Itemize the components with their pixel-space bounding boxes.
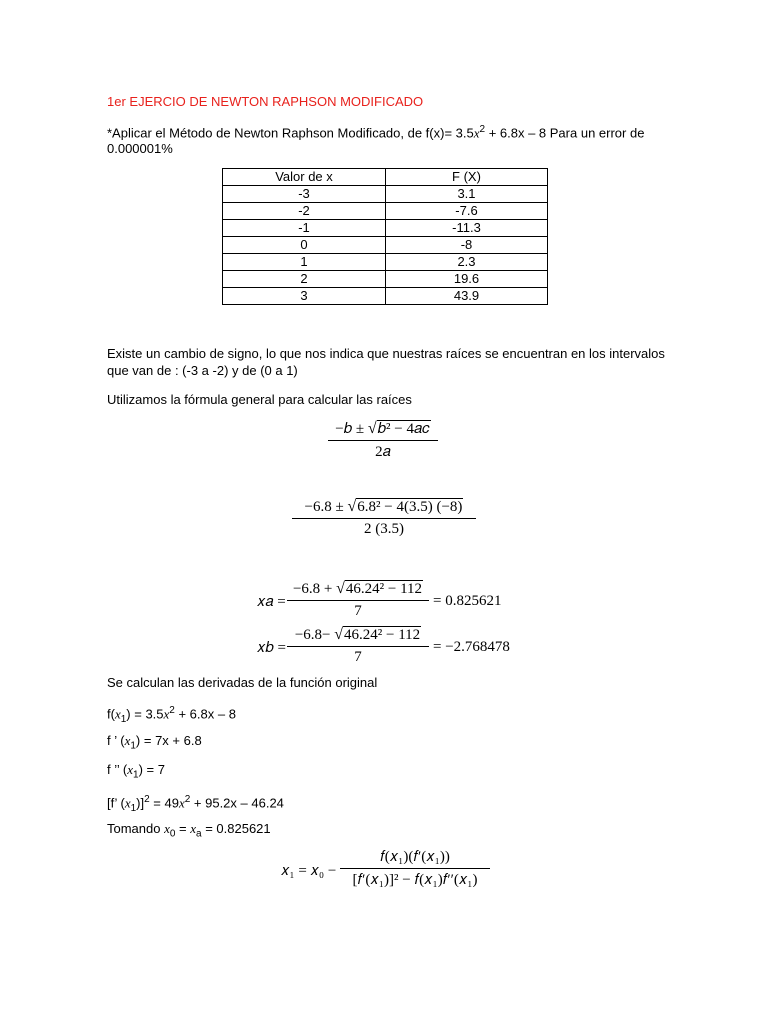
table-cell: -7.6 bbox=[386, 203, 548, 220]
xa-den: 7 bbox=[287, 600, 429, 620]
general-formula-den: 2𝑎 bbox=[328, 440, 438, 461]
xa-num: −6.8 + bbox=[292, 581, 337, 597]
xa-radicand: 46.24² − 112 bbox=[345, 581, 423, 597]
fsq-exp: 2 bbox=[144, 794, 150, 805]
table-cell: -8 bbox=[386, 237, 548, 254]
f-exp: 2 bbox=[169, 705, 175, 716]
problem-statement bbox=[107, 122, 644, 141]
fsq-mid: = 49 bbox=[149, 795, 179, 811]
xb-den: 7 bbox=[287, 646, 429, 666]
final-formula-den: [𝑓′(𝑥₁)]² − 𝑓(𝑥₁)𝑓′′(𝑥₁) bbox=[340, 868, 490, 889]
f-tail: + 6.8x – 8 bbox=[174, 706, 236, 722]
substituted-formula-den: 2 (3.5) bbox=[292, 518, 476, 538]
f2-sub: 1 bbox=[133, 769, 139, 781]
f1-sub: 1 bbox=[130, 740, 136, 752]
table-cell: 2 bbox=[223, 271, 386, 288]
sign-change-line-1: Existe un cambio de signo, lo que nos indica que nuestras raíces se encuentran en los intervalos bbox=[107, 346, 665, 361]
xa-result: = 0.825621 bbox=[433, 593, 502, 609]
f-pre: f( bbox=[107, 706, 115, 722]
f-post: ) = 3.5 bbox=[126, 706, 164, 722]
problem-suffix: + 6.8x – 8 Para un error de bbox=[485, 125, 645, 141]
taking-eq: = bbox=[175, 821, 191, 836]
substituted-formula-radicand: 6.8² − 4(3.5) (−8) bbox=[357, 499, 463, 515]
table-row bbox=[223, 186, 548, 203]
table-row bbox=[223, 271, 548, 288]
table-cell: 43.9 bbox=[386, 288, 548, 305]
table-header-row bbox=[223, 169, 548, 186]
fsq-post: )] bbox=[136, 795, 145, 811]
table-header: F (X) bbox=[386, 169, 548, 186]
fsq-pre: [f’ ( bbox=[107, 795, 125, 811]
derivatives-intro: Se calculan las derivadas de la función original bbox=[107, 675, 378, 690]
table-row bbox=[223, 203, 548, 220]
xa-formula: $\frac{\text{−6.8 + √46.24² − 112}}{7}$ bbox=[287, 580, 429, 620]
xa-label: 𝑥𝑎 = bbox=[257, 594, 286, 610]
xb-formula: $\frac{\text{−6.8− √46.24² − 112}}{7}$ bbox=[287, 626, 429, 666]
page-title: 1er EJERCIO DE NEWTON RAPHSON MODIFICADO bbox=[107, 94, 424, 109]
taking-post: = 0.825621 bbox=[201, 821, 271, 836]
table-row bbox=[223, 220, 548, 237]
function-f: $f(x_1) = 3.5x^2 + 6.8x - 8$ bbox=[107, 705, 236, 725]
final-formula bbox=[340, 848, 490, 889]
substituted-formula: $\frac{\text{−6.8 ± √6.8² − 4(3.5) (−8)}}{2 (3.5)}$ bbox=[292, 498, 476, 538]
fsq-tail: + 95.2x – 46.24 bbox=[190, 795, 284, 811]
general-formula-radicand: 𝑏² − 4𝑎𝑐 bbox=[377, 421, 430, 437]
first-derivative: f ’ $(x_1) = 7x + 6.8$ bbox=[107, 733, 202, 752]
values-table bbox=[222, 168, 548, 305]
table-cell: 19.6 bbox=[386, 271, 548, 288]
table-cell: 2.3 bbox=[386, 254, 548, 271]
table-row bbox=[223, 288, 548, 305]
f2-pre: f ’’ ( bbox=[107, 762, 128, 777]
xb-num: −6.8− bbox=[294, 627, 335, 643]
substituted-formula-num: −6.8 ± bbox=[304, 499, 348, 515]
table-cell: -3 bbox=[223, 186, 386, 203]
fsq-exp2: 2 bbox=[184, 794, 191, 805]
table-cell: -11.3 bbox=[386, 220, 548, 237]
error-value: 0.000001% bbox=[107, 141, 173, 156]
f1-pre: f ’ ( bbox=[107, 733, 125, 748]
table-row bbox=[223, 254, 548, 271]
taking-suba: a bbox=[196, 828, 202, 840]
table-cell: 3 bbox=[223, 288, 386, 305]
problem-exp: 2 bbox=[479, 124, 486, 135]
problem-var: x bbox=[473, 125, 480, 141]
problem-prefix: *Aplicar el Método de Newton Raphson Modificado, de f(x)= 3.5 bbox=[107, 125, 474, 141]
table-cell: 0 bbox=[223, 237, 386, 254]
f-sub: 1 bbox=[120, 713, 127, 725]
table-cell: 1 bbox=[223, 254, 386, 271]
taking-x0: Tomando $x_0 = x_a = 0.825621$ bbox=[107, 821, 271, 840]
table-cell: -2 bbox=[223, 203, 386, 220]
formula-intro: Utilizamos la fórmula general para calcular las raíces bbox=[107, 392, 412, 407]
fsq-sub: 1 bbox=[130, 802, 137, 814]
xb-label: 𝑥𝑏 = bbox=[257, 640, 286, 656]
general-formula: −𝑏 ± √𝑏² − 4𝑎𝑐 2𝑎 bbox=[328, 420, 438, 461]
general-formula-num: −𝑏 ± bbox=[335, 421, 368, 437]
table-cell: -1 bbox=[223, 220, 386, 237]
taking-pre: Tomando bbox=[107, 821, 165, 836]
taking-sub0: 0 bbox=[169, 828, 176, 840]
xb-result: = −2.768478 bbox=[433, 639, 510, 655]
second-derivative: f ’’ $(x_1) = 7$ bbox=[107, 762, 165, 781]
xb-radicand: 46.24² − 112 bbox=[344, 627, 421, 643]
table-cell: 3.1 bbox=[386, 186, 548, 203]
sign-change-line-2: que van de : (-3 a -2) y de (0 a 1) bbox=[107, 363, 298, 378]
table-row bbox=[223, 237, 548, 254]
final-formula-num: 𝑓(𝑥₁)(𝑓′(𝑥₁)) bbox=[380, 849, 450, 865]
f2-post: ) = 7 bbox=[138, 762, 165, 777]
f1-post: ) = 7x + 6.8 bbox=[135, 733, 202, 748]
table-header: Valor de x bbox=[223, 169, 386, 186]
final-formula-lhs: 𝑥₁ = 𝑥₀ − bbox=[281, 863, 337, 879]
first-derivative-squared: [f’ $(x_1)]^2 = 49x^2 + 95.2x - 46.24$ bbox=[107, 794, 284, 814]
